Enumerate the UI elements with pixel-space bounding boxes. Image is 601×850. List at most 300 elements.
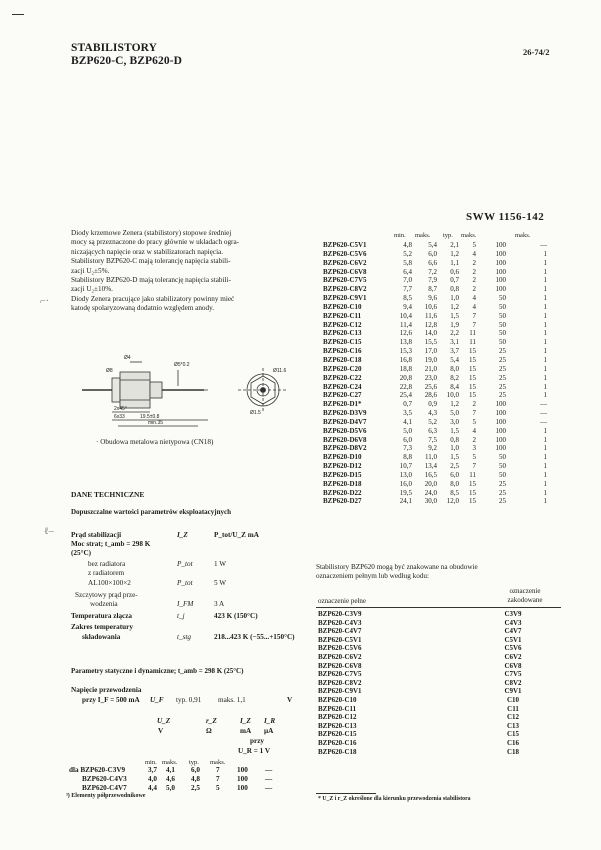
iz-cell: 50 [499,329,506,338]
ir-max-cell: 1 [543,444,547,453]
type-cell: BZP620-D3V9 [323,409,367,418]
iz-cell: 25 [499,488,506,497]
limit-label: Szczytowy prąd prze- [75,591,138,599]
rz-typ-cell: 5,0 [450,409,459,418]
catalog-number: SWW 1156-142 [466,211,545,223]
coded-designation: C8V2 [504,678,522,687]
full-designation: BZP620-C11 [318,704,357,713]
uz-max-cell: 12,8 [424,320,437,329]
marking-rule [316,607,561,608]
table-row [323,241,553,250]
uz-min-cell: 5,8 [403,258,412,267]
ir-max-cell: 1 [543,329,547,338]
ir-max-cell: 1 [543,453,547,462]
marking-row [318,722,550,731]
rz-typ-cell: 0,6 [450,267,459,276]
rz-max-cell: 2 [472,285,476,294]
uz-max-cell: 13,4 [424,462,437,471]
type-cell: BZP620-C22 [323,373,362,382]
footnote-right: * U_Z i r_Z określone dla kierunku przewodzenia stabilistora [318,796,471,802]
type-cell: BZP620-C20 [323,364,362,373]
table-header-cell: typ. [443,232,453,239]
limit-label: składowania [82,633,121,641]
rz-max-cell: 15 [469,479,476,488]
ir-max-cell: 1 [543,488,547,497]
uz-max-cell: 6,3 [428,426,437,435]
uz-min-cell: 16,0 [399,479,412,488]
table-header-cell: maks. [461,232,477,239]
subheader: maks. [210,759,226,766]
limit-row [71,540,150,549]
table-row [323,329,553,338]
type-cell: BZP620-C27 [323,391,362,400]
type-cell: BZP620-D18 [323,479,362,488]
iz-cell: 50 [499,320,506,329]
limit-value: 423 K (150°C) [214,612,258,620]
table-row [323,365,553,374]
table-row [323,391,553,400]
description-line: niczających napięcie oraz w stabilizatorach napięcia. [71,247,224,256]
limit-symbol: P_tot [177,560,193,568]
static-row [69,766,273,775]
limit-row [71,549,91,558]
limit-row [75,591,138,600]
row-iz: 100 [237,775,248,783]
title-line-1: STABILISTORY [71,42,158,54]
limit-label: AL100×100×2 [88,579,131,587]
rz-max-cell: 15 [469,497,476,506]
iz-cell: 50 [499,470,506,479]
dim-label: 6x33 [114,414,125,420]
marking-row [318,610,550,619]
type-cell: BZP620-C8V2 [323,285,367,294]
uz-min-cell: 8,8 [403,453,412,462]
limit-label: Prąd stabilizacji [71,531,122,539]
row-min: 4,4 [148,784,157,792]
coded-designation: C9V1 [504,687,522,696]
col-unit: V [158,727,164,735]
uz-min-cell: 9,4 [403,302,412,311]
uz-min-cell: 5,0 [403,426,412,435]
row-name: dla BZP620-C3V9 [69,766,126,774]
limit-value: 1 W [214,560,227,568]
full-designation: BZP620-C3V9 [318,610,362,618]
table-row [323,312,553,321]
table-row [323,480,553,489]
limit-symbol: I_Z [177,531,188,539]
iz-cell: 100 [495,249,506,258]
row-rmax: 7 [216,766,220,774]
table-header-cell: min. [394,232,406,239]
ir-max-cell: 1 [543,364,547,373]
table-header-cell: maks. [415,232,431,239]
table-row [323,321,553,330]
iz-cell: 25 [499,479,506,488]
uz-min-cell: 3,5 [403,409,412,418]
table-row [323,356,553,365]
description-line: mocy są przeznaczone do pracy głównie w układach ogra- [71,238,240,247]
marking-row [318,713,550,722]
uz-max-cell: 11,6 [425,311,437,320]
marking-row [318,730,550,739]
iz-cell: 50 [499,462,506,471]
iz-cell: 100 [495,426,506,435]
table-row [323,259,553,268]
rz-max-cell: 15 [469,382,476,391]
dim-label: Ø4 [124,355,131,361]
subheader: maks. [162,759,178,766]
table-row [323,338,553,347]
table-row [323,276,553,285]
uz-min-cell: 0,7 [403,400,412,409]
col-unit: mA [240,727,252,735]
uz-max-cell: 0,9 [428,400,437,409]
rz-max-cell: 15 [469,364,476,373]
ir-max-cell: 1 [543,355,547,364]
ir-max-cell: 1 [543,302,547,311]
rz-max-cell: 2 [472,435,476,444]
package-drawing [78,350,318,430]
full-designation: BZP620-C13 [318,721,357,730]
type-cell: BZP620-C6V2 [323,258,367,267]
dim-label: Ø5*0.2 [174,362,190,368]
uz-min-cell: 8,5 [403,294,412,303]
rz-max-cell: 7 [472,320,476,329]
forward-symbol: U_F [150,696,164,704]
limit-row [90,600,225,609]
rz-typ-cell: 8,5 [450,488,459,497]
iz-cell: 25 [499,347,506,356]
ir-max-cell: 1 [543,285,547,294]
rz-typ-cell: 3,0 [450,417,459,426]
rz-max-cell: 11 [469,470,476,479]
uz-max-cell: 7,5 [428,435,437,444]
coded-designation: C13 [506,721,520,730]
full-designation: BZP620-C4V7 [318,627,362,636]
marking-col2-line: zakodowane [507,596,543,604]
static-row [82,784,273,793]
marking-row [318,748,550,757]
col-unit: Ω [206,727,212,735]
uz-max-cell: 6,0 [428,249,437,258]
dim-label: Ø8 [106,368,113,374]
row-iz: 100 [237,784,248,792]
row-max: 4,1 [166,766,175,774]
rz-typ-cell: 1,5 [450,311,459,320]
uz-min-cell: 15,3 [399,347,412,356]
uz-min-cell: 16,8 [399,355,412,364]
uz-max-cell: 16,5 [424,470,437,479]
type-cell: BZP620-C5V1 [323,241,367,249]
rz-typ-cell: 2,2 [450,329,459,338]
rz-typ-cell: 3,7 [450,347,459,356]
uz-min-cell: 4,1 [403,417,412,426]
type-cell: BZP620-C24 [323,382,362,391]
section-tech-data: DANE TECHNICZNE [71,490,145,499]
rz-typ-cell: 1,0 [450,444,459,453]
coded-designation: C4V7 [504,627,522,636]
rz-typ-cell: 10,0 [446,391,459,400]
limit-value: 3 A [214,600,225,608]
type-cell: BZP620-C6V8 [323,267,367,276]
full-designation: BZP620-C4V3 [318,618,362,627]
rz-max-cell: 15 [469,347,476,356]
rz-max-cell: 15 [469,355,476,364]
table-row [323,436,553,445]
rz-typ-cell: 2,5 [450,462,459,471]
limit-row [88,579,227,588]
uz-max-cell: 5,2 [428,417,437,426]
uz-max-cell: 30,0 [424,497,437,506]
limit-row [71,531,259,540]
type-cell: BZP620-D12 [323,462,362,471]
footnote-left: ³) Elementy półprzewodnikowe [66,793,146,799]
coded-designation: C5V1 [504,635,522,644]
uz-max-cell: 28,6 [424,391,437,400]
uz-max-cell: 6,6 [428,258,437,267]
iz-cell: 50 [499,453,506,462]
dim-label: 2x45° [114,406,127,412]
iz-cell: 100 [495,400,506,409]
subheader: min. [145,759,157,766]
row-min: 4,0 [148,775,157,783]
col-symbol: I_Z [240,717,251,725]
pencil-mark: ℓ– [44,526,54,537]
iz-cell: 50 [499,294,506,303]
rz-typ-cell: 8,4 [450,382,459,391]
limit-symbol: P_tot [177,579,193,587]
rz-max-cell: 11 [469,329,476,338]
iz-cell: 100 [495,444,506,453]
col-symbol: r_Z [206,717,217,725]
full-designation: BZP620-C9V1 [318,687,362,696]
coded-designation: C16 [506,738,520,747]
rz-typ-cell: 6,0 [450,470,459,479]
limit-row [88,569,124,578]
uz-min-cell: 18,8 [399,364,412,373]
type-cell: BZP620-C18 [323,355,362,364]
uz-min-cell: 5,2 [403,249,412,258]
iz-cell: 25 [499,355,506,364]
iz-cell: 100 [495,417,506,426]
marking-row [318,687,550,696]
table-row [323,471,553,480]
ir-max-cell: 1 [543,267,547,276]
type-cell: BZP620-D5V6 [323,426,367,435]
full-designation: BZP620-C15 [318,730,357,739]
rz-typ-cell: 0,7 [450,276,459,285]
table-header-cell: maks. [515,232,531,239]
marking-intro-line: oznaczeniem pełnym lub według kodu: [316,572,429,581]
rz-max-cell: 7 [472,462,476,471]
forward-label: Napięcie przewodzenia [71,686,142,694]
rz-typ-cell: 1,9 [450,320,459,329]
rz-typ-cell: 1,0 [450,294,459,303]
table-row [323,418,553,427]
uz-min-cell: 24,1 [399,497,412,506]
marking-footnote-rule [316,793,376,794]
full-designation: BZP620-C16 [318,738,357,747]
type-cell: BZP620-C9V1 [323,294,367,303]
iz-cell: 100 [495,435,506,444]
description-line: Stabilistory BZP620-D mają tolerancję napięcia stabili- [71,276,231,285]
static-note2: U_R = 1 V [238,747,271,755]
limit-value: P_tot/U_Z mA [214,531,259,539]
iz-cell: 50 [499,302,506,311]
ir-max-cell: 1 [543,311,547,320]
table-row [323,383,553,392]
coded-designation: C6V2 [504,652,522,661]
dim-label: Ø1.5 [250,410,261,416]
full-designation: BZP620-C5V1 [318,635,362,644]
rz-max-cell: 2 [472,258,476,267]
rz-max-cell: 7 [472,409,476,418]
uz-min-cell: 22,8 [399,382,412,391]
ir-max-cell: 1 [543,347,547,356]
uz-min-cell: 20,8 [399,373,412,382]
rz-max-cell: 2 [472,400,476,409]
type-cell: BZP620-C7V5 [323,276,367,285]
uz-max-cell: 11,0 [425,453,437,462]
iz-cell: 100 [495,258,506,267]
rz-max-cell: 4 [472,294,476,303]
row-min: 3,7 [148,766,157,774]
uz-min-cell: 13,8 [399,338,412,347]
forward-cond: przy I_F = 500 mA [82,696,140,704]
marking-row [318,619,550,628]
ir-max-cell: 1 [543,497,547,506]
rz-typ-cell: 0,8 [450,435,459,444]
limit-symbol: I_FM [177,600,194,608]
row-name: BZP620-C4V3 [82,775,127,783]
description-line: Stabilistory BZP620-C mają tolerancję napięcia stabili- [71,257,231,266]
table-row [323,250,553,259]
ir-max-cell: 1 [543,276,547,285]
marking-row [318,636,550,645]
limit-label: (25°C) [71,549,92,557]
rz-typ-cell: 1,5 [450,453,459,462]
iz-cell: 100 [495,276,506,285]
iz-cell: 50 [499,311,506,320]
uz-max-cell: 9,6 [428,294,437,303]
rz-typ-cell: 3,1 [450,338,459,347]
ir-max-cell: 1 [543,479,547,488]
table-row [323,497,553,506]
row-ir: — [265,775,273,783]
ir-max-cell: — [540,417,547,426]
marking-col2-header [486,587,564,605]
table-row [323,462,553,471]
type-cell: BZP620-D6V8 [323,435,367,444]
ir-max-cell: 1 [543,426,547,435]
uz-min-cell: 6,0 [403,435,412,444]
col-symbol: U_Z [157,717,171,725]
uz-min-cell: 10,4 [399,311,412,320]
uz-min-cell: 10,7 [399,462,412,471]
type-cell: BZP620-D22 [323,488,362,497]
limit-symbol: t_j [177,612,185,620]
table-row [323,303,553,312]
uz-max-cell: 7,9 [428,276,437,285]
uz-min-cell: 7,7 [403,285,412,294]
marking-row [318,653,550,662]
marking-row [318,662,550,671]
uz-min-cell: 4,8 [403,241,412,249]
static-note1: przy [250,737,264,745]
iz-cell: 25 [499,364,506,373]
caption-bullet: · [96,438,101,446]
row-name: BZP620-C4V7 [82,784,127,792]
iz-cell: 25 [499,373,506,382]
table-row [323,409,553,418]
ir-max-cell: 1 [543,391,547,400]
coded-designation: C12 [506,713,520,722]
rz-typ-cell: 1,2 [450,302,459,311]
uz-max-cell: 4,3 [428,409,437,418]
limit-label: bez radiatora [88,560,126,568]
rz-max-cell: 4 [472,302,476,311]
limit-row [71,623,133,632]
limit-value: 218...423 K (−55...+150°C) [214,633,295,641]
rz-typ-cell: 5,4 [450,355,459,364]
ir-max-cell: 1 [543,338,547,347]
subheader: typ. [189,759,199,766]
col-symbol: I_R [264,717,276,725]
forward-row [82,696,293,705]
page-code: 26-74/2 [523,47,550,57]
rz-typ-cell: 8,0 [450,364,459,373]
forward-max: maks. 1,1 [218,696,246,704]
limit-symbol: t_stg [177,633,191,641]
type-cell: BZP620-C15 [323,338,362,347]
coded-designation: C5V6 [504,644,522,653]
rz-typ-cell: 12,0 [446,497,459,506]
full-designation: BZP620-C8V2 [318,678,362,687]
corner-mark [12,14,24,15]
row-typ: 6,0 [191,766,200,774]
zener-table [323,241,553,506]
rz-typ-cell: 8,2 [450,373,459,382]
uz-max-cell: 14,0 [424,329,437,338]
table-row [323,400,553,409]
ir-max-cell: 1 [543,320,547,329]
page-title [71,42,182,68]
limit-label: Zakres temperatury [71,623,133,631]
marking-row [318,696,550,705]
coded-designation: C10 [506,695,520,704]
type-cell: BZP620-D27 [323,497,362,506]
marking-intro [316,563,478,582]
uz-max-cell: 8,7 [428,285,437,294]
row-rmax: 7 [216,775,220,783]
section-static: Parametry statyczne i dynamiczne; t_amb = 298 K (25°C) [71,667,244,675]
rz-typ-cell: 2,1 [450,241,459,249]
rz-max-cell: 3 [472,444,476,453]
rz-max-cell: 2 [472,267,476,276]
table-row [323,268,553,277]
iz-cell: 100 [495,267,506,276]
table-row [323,347,553,356]
uz-max-cell: 9,2 [428,444,437,453]
table-row [323,294,553,303]
description-line: zacji U₂±5%. [71,266,110,275]
coded-designation: C4V3 [504,618,522,627]
iz-cell: 25 [499,497,506,506]
forward-unit: V [287,696,293,704]
rz-max-cell: 5 [472,453,476,462]
coded-designation: C3V9 [504,610,522,618]
type-cell: BZP620-C16 [323,347,362,356]
